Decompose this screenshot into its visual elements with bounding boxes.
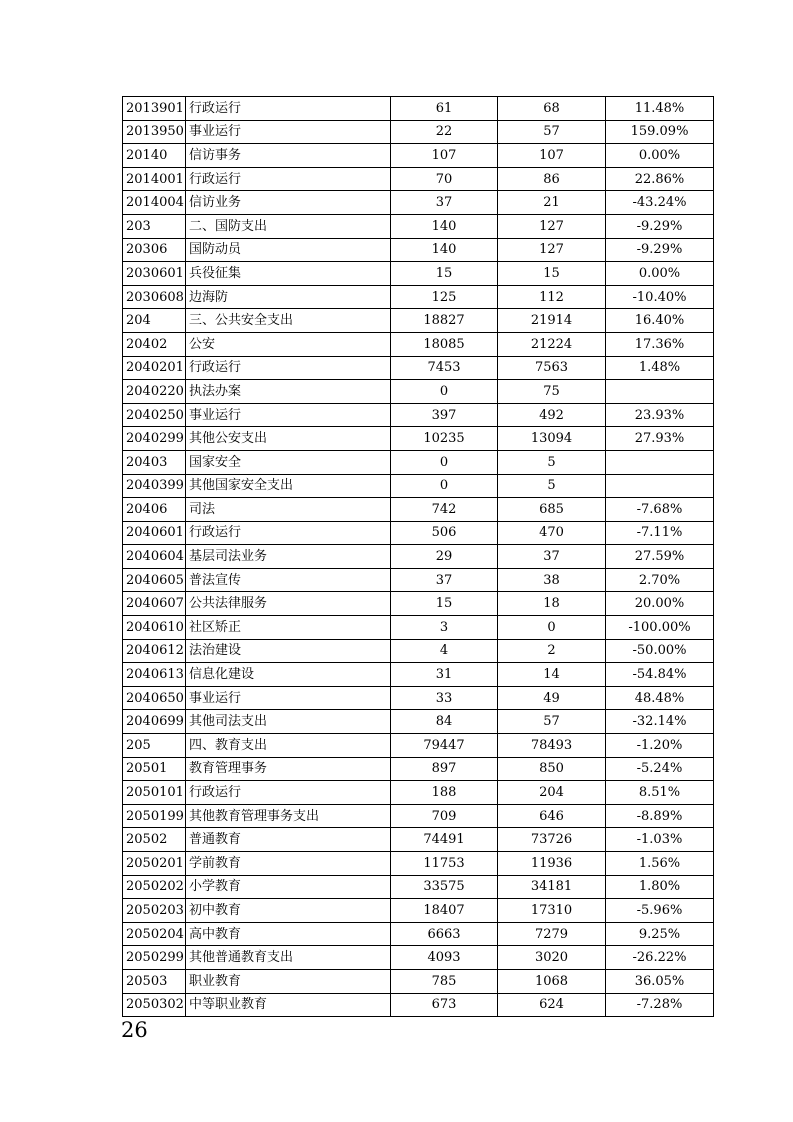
value1-cell: 742 xyxy=(391,498,498,522)
table-row xyxy=(123,285,714,309)
change-percent-cell: -54.84% xyxy=(606,663,714,687)
name-cell: 学前教育 xyxy=(186,852,391,876)
code-cell: 203 xyxy=(123,214,186,238)
code-cell: 2050199 xyxy=(123,804,186,828)
change-percent-cell: 48.48% xyxy=(606,686,714,710)
value2-cell: 17310 xyxy=(498,899,606,923)
table-row xyxy=(123,592,714,616)
code-cell: 20306 xyxy=(123,238,186,262)
value2-cell: 73726 xyxy=(498,828,606,852)
table-row xyxy=(123,521,714,545)
code-cell: 2040699 xyxy=(123,710,186,734)
table-row xyxy=(123,97,714,121)
change-percent-cell: -7.68% xyxy=(606,498,714,522)
value1-cell: 79447 xyxy=(391,734,498,758)
value1-cell: 6663 xyxy=(391,922,498,946)
value2-cell: 14 xyxy=(498,663,606,687)
name-cell: 公安 xyxy=(186,332,391,356)
value1-cell: 709 xyxy=(391,804,498,828)
change-percent-cell: 0.00% xyxy=(606,144,714,168)
name-cell: 其他司法支出 xyxy=(186,710,391,734)
value1-cell: 506 xyxy=(391,521,498,545)
value1-cell: 18407 xyxy=(391,899,498,923)
value2-cell: 624 xyxy=(498,993,606,1017)
value2-cell: 68 xyxy=(498,97,606,121)
value1-cell: 61 xyxy=(391,97,498,121)
value2-cell: 11936 xyxy=(498,852,606,876)
code-cell: 20402 xyxy=(123,332,186,356)
code-cell: 2040607 xyxy=(123,592,186,616)
value2-cell: 86 xyxy=(498,167,606,191)
value2-cell: 7279 xyxy=(498,922,606,946)
value2-cell: 127 xyxy=(498,238,606,262)
code-cell: 2040612 xyxy=(123,639,186,663)
value2-cell: 107 xyxy=(498,144,606,168)
change-percent-cell: -10.40% xyxy=(606,285,714,309)
value2-cell: 18 xyxy=(498,592,606,616)
value1-cell: 4 xyxy=(391,639,498,663)
code-cell: 2050201 xyxy=(123,852,186,876)
change-percent-cell: 1.48% xyxy=(606,356,714,380)
value2-cell: 34181 xyxy=(498,875,606,899)
table-row xyxy=(123,214,714,238)
table-row xyxy=(123,616,714,640)
page-number: 26 xyxy=(121,1018,148,1042)
value1-cell: 31 xyxy=(391,663,498,687)
code-cell: 2013950 xyxy=(123,120,186,144)
code-cell: 20503 xyxy=(123,969,186,993)
table-row xyxy=(123,828,714,852)
code-cell: 2013901 xyxy=(123,97,186,121)
table-row xyxy=(123,356,714,380)
value2-cell: 13094 xyxy=(498,427,606,451)
table-row xyxy=(123,332,714,356)
change-percent-cell: 20.00% xyxy=(606,592,714,616)
budget-table xyxy=(122,96,714,1017)
change-percent-cell: 23.93% xyxy=(606,403,714,427)
code-cell: 2050101 xyxy=(123,781,186,805)
value1-cell: 397 xyxy=(391,403,498,427)
table-row xyxy=(123,238,714,262)
value2-cell: 646 xyxy=(498,804,606,828)
name-cell: 事业运行 xyxy=(186,686,391,710)
table-row xyxy=(123,922,714,946)
value1-cell: 18827 xyxy=(391,309,498,333)
name-cell: 信访业务 xyxy=(186,191,391,215)
value2-cell: 3020 xyxy=(498,946,606,970)
change-percent-cell: -100.00% xyxy=(606,616,714,640)
name-cell: 其他国家安全支出 xyxy=(186,474,391,498)
value2-cell: 1068 xyxy=(498,969,606,993)
table-row xyxy=(123,804,714,828)
table-row xyxy=(123,262,714,286)
name-cell: 信息化建设 xyxy=(186,663,391,687)
table-row xyxy=(123,474,714,498)
name-cell: 法治建设 xyxy=(186,639,391,663)
value2-cell: 57 xyxy=(498,710,606,734)
value1-cell: 37 xyxy=(391,568,498,592)
change-percent-cell: 36.05% xyxy=(606,969,714,993)
name-cell: 事业运行 xyxy=(186,120,391,144)
code-cell: 20403 xyxy=(123,450,186,474)
value1-cell: 74491 xyxy=(391,828,498,852)
change-percent-cell xyxy=(606,474,714,498)
value1-cell: 7453 xyxy=(391,356,498,380)
code-cell: 2040220 xyxy=(123,380,186,404)
value2-cell: 21224 xyxy=(498,332,606,356)
value1-cell: 33575 xyxy=(391,875,498,899)
name-cell: 高中教育 xyxy=(186,922,391,946)
change-percent-cell: 27.59% xyxy=(606,545,714,569)
name-cell: 公共法律服务 xyxy=(186,592,391,616)
value1-cell: 37 xyxy=(391,191,498,215)
change-percent-cell: -26.22% xyxy=(606,946,714,970)
table-row xyxy=(123,191,714,215)
table-row xyxy=(123,639,714,663)
code-cell: 20501 xyxy=(123,757,186,781)
value2-cell: 685 xyxy=(498,498,606,522)
name-cell: 行政运行 xyxy=(186,167,391,191)
budget-table-body xyxy=(123,97,714,1017)
value1-cell: 140 xyxy=(391,214,498,238)
change-percent-cell: 8.51% xyxy=(606,781,714,805)
name-cell: 普通教育 xyxy=(186,828,391,852)
table-row xyxy=(123,167,714,191)
code-cell: 2050202 xyxy=(123,875,186,899)
table-row xyxy=(123,757,714,781)
table-row xyxy=(123,899,714,923)
code-cell: 2050204 xyxy=(123,922,186,946)
table-row xyxy=(123,309,714,333)
change-percent-cell: 2.70% xyxy=(606,568,714,592)
value2-cell: 75 xyxy=(498,380,606,404)
value1-cell: 188 xyxy=(391,781,498,805)
value1-cell: 0 xyxy=(391,474,498,498)
name-cell: 二、国防支出 xyxy=(186,214,391,238)
value1-cell: 11753 xyxy=(391,852,498,876)
value1-cell: 22 xyxy=(391,120,498,144)
value1-cell: 10235 xyxy=(391,427,498,451)
name-cell: 行政运行 xyxy=(186,97,391,121)
code-cell: 2030608 xyxy=(123,285,186,309)
value1-cell: 3 xyxy=(391,616,498,640)
change-percent-cell: -32.14% xyxy=(606,710,714,734)
change-percent-cell: -5.96% xyxy=(606,899,714,923)
code-cell: 2050302 xyxy=(123,993,186,1017)
value2-cell: 850 xyxy=(498,757,606,781)
name-cell: 普法宣传 xyxy=(186,568,391,592)
code-cell: 2040610 xyxy=(123,616,186,640)
table-row xyxy=(123,993,714,1017)
value2-cell: 37 xyxy=(498,545,606,569)
name-cell: 司法 xyxy=(186,498,391,522)
change-percent-cell: -1.20% xyxy=(606,734,714,758)
value1-cell: 0 xyxy=(391,380,498,404)
value1-cell: 107 xyxy=(391,144,498,168)
code-cell: 2040613 xyxy=(123,663,186,687)
code-cell: 2040605 xyxy=(123,568,186,592)
table-row xyxy=(123,946,714,970)
change-percent-cell: -7.28% xyxy=(606,993,714,1017)
name-cell: 国防动员 xyxy=(186,238,391,262)
table-row xyxy=(123,144,714,168)
name-cell: 四、教育支出 xyxy=(186,734,391,758)
name-cell: 小学教育 xyxy=(186,875,391,899)
value2-cell: 49 xyxy=(498,686,606,710)
table-row xyxy=(123,498,714,522)
table-row xyxy=(123,969,714,993)
value2-cell: 5 xyxy=(498,450,606,474)
code-cell: 2030601 xyxy=(123,262,186,286)
change-percent-cell: 0.00% xyxy=(606,262,714,286)
change-percent-cell: -43.24% xyxy=(606,191,714,215)
table-row xyxy=(123,450,714,474)
value2-cell: 7563 xyxy=(498,356,606,380)
name-cell: 兵役征集 xyxy=(186,262,391,286)
name-cell: 其他普通教育支出 xyxy=(186,946,391,970)
table-row xyxy=(123,427,714,451)
name-cell: 执法办案 xyxy=(186,380,391,404)
change-percent-cell: 159.09% xyxy=(606,120,714,144)
change-percent-cell: -8.89% xyxy=(606,804,714,828)
code-cell: 2040201 xyxy=(123,356,186,380)
code-cell: 20140 xyxy=(123,144,186,168)
code-cell: 2040604 xyxy=(123,545,186,569)
value2-cell: 112 xyxy=(498,285,606,309)
table-row xyxy=(123,545,714,569)
name-cell: 国家安全 xyxy=(186,450,391,474)
name-cell: 社区矫正 xyxy=(186,616,391,640)
value2-cell: 492 xyxy=(498,403,606,427)
value2-cell: 21914 xyxy=(498,309,606,333)
value2-cell: 127 xyxy=(498,214,606,238)
change-percent-cell: -9.29% xyxy=(606,214,714,238)
code-cell: 2040650 xyxy=(123,686,186,710)
name-cell: 其他教育管理事务支出 xyxy=(186,804,391,828)
table-row xyxy=(123,781,714,805)
change-percent-cell: -1.03% xyxy=(606,828,714,852)
name-cell: 基层司法业务 xyxy=(186,545,391,569)
value1-cell: 29 xyxy=(391,545,498,569)
value2-cell: 204 xyxy=(498,781,606,805)
table-row xyxy=(123,852,714,876)
code-cell: 2040299 xyxy=(123,427,186,451)
table-row xyxy=(123,568,714,592)
code-cell: 2040601 xyxy=(123,521,186,545)
code-cell: 20502 xyxy=(123,828,186,852)
value2-cell: 21 xyxy=(498,191,606,215)
value2-cell: 38 xyxy=(498,568,606,592)
name-cell: 信访事务 xyxy=(186,144,391,168)
table-row xyxy=(123,380,714,404)
table-row xyxy=(123,403,714,427)
name-cell: 初中教育 xyxy=(186,899,391,923)
code-cell: 20406 xyxy=(123,498,186,522)
value2-cell: 78493 xyxy=(498,734,606,758)
code-cell: 2040250 xyxy=(123,403,186,427)
value1-cell: 897 xyxy=(391,757,498,781)
name-cell: 其他公安支出 xyxy=(186,427,391,451)
change-percent-cell: 22.86% xyxy=(606,167,714,191)
code-cell: 204 xyxy=(123,309,186,333)
code-cell: 2014001 xyxy=(123,167,186,191)
value1-cell: 33 xyxy=(391,686,498,710)
table-row xyxy=(123,663,714,687)
code-cell: 2014004 xyxy=(123,191,186,215)
name-cell: 行政运行 xyxy=(186,356,391,380)
table-row xyxy=(123,734,714,758)
change-percent-cell: -9.29% xyxy=(606,238,714,262)
value2-cell: 0 xyxy=(498,616,606,640)
value1-cell: 15 xyxy=(391,592,498,616)
change-percent-cell: 1.56% xyxy=(606,852,714,876)
value1-cell: 125 xyxy=(391,285,498,309)
value2-cell: 2 xyxy=(498,639,606,663)
table-row xyxy=(123,120,714,144)
value2-cell: 5 xyxy=(498,474,606,498)
value1-cell: 785 xyxy=(391,969,498,993)
value1-cell: 70 xyxy=(391,167,498,191)
name-cell: 三、公共安全支出 xyxy=(186,309,391,333)
code-cell: 2050203 xyxy=(123,899,186,923)
change-percent-cell: -5.24% xyxy=(606,757,714,781)
name-cell: 职业教育 xyxy=(186,969,391,993)
change-percent-cell: 27.93% xyxy=(606,427,714,451)
value1-cell: 140 xyxy=(391,238,498,262)
value1-cell: 84 xyxy=(391,710,498,734)
name-cell: 事业运行 xyxy=(186,403,391,427)
change-percent-cell xyxy=(606,450,714,474)
code-cell: 2040399 xyxy=(123,474,186,498)
name-cell: 教育管理事务 xyxy=(186,757,391,781)
change-percent-cell: 17.36% xyxy=(606,332,714,356)
value2-cell: 57 xyxy=(498,120,606,144)
change-percent-cell: 11.48% xyxy=(606,97,714,121)
change-percent-cell: 9.25% xyxy=(606,922,714,946)
table-row xyxy=(123,710,714,734)
name-cell: 行政运行 xyxy=(186,781,391,805)
name-cell: 边海防 xyxy=(186,285,391,309)
value1-cell: 0 xyxy=(391,450,498,474)
change-percent-cell xyxy=(606,380,714,404)
change-percent-cell: -7.11% xyxy=(606,521,714,545)
value1-cell: 4093 xyxy=(391,946,498,970)
code-cell: 2050299 xyxy=(123,946,186,970)
change-percent-cell: 1.80% xyxy=(606,875,714,899)
value1-cell: 15 xyxy=(391,262,498,286)
value2-cell: 15 xyxy=(498,262,606,286)
name-cell: 行政运行 xyxy=(186,521,391,545)
table-row xyxy=(123,686,714,710)
change-percent-cell: -50.00% xyxy=(606,639,714,663)
value1-cell: 18085 xyxy=(391,332,498,356)
name-cell: 中等职业教育 xyxy=(186,993,391,1017)
code-cell: 205 xyxy=(123,734,186,758)
value1-cell: 673 xyxy=(391,993,498,1017)
table-row xyxy=(123,875,714,899)
value2-cell: 470 xyxy=(498,521,606,545)
change-percent-cell: 16.40% xyxy=(606,309,714,333)
